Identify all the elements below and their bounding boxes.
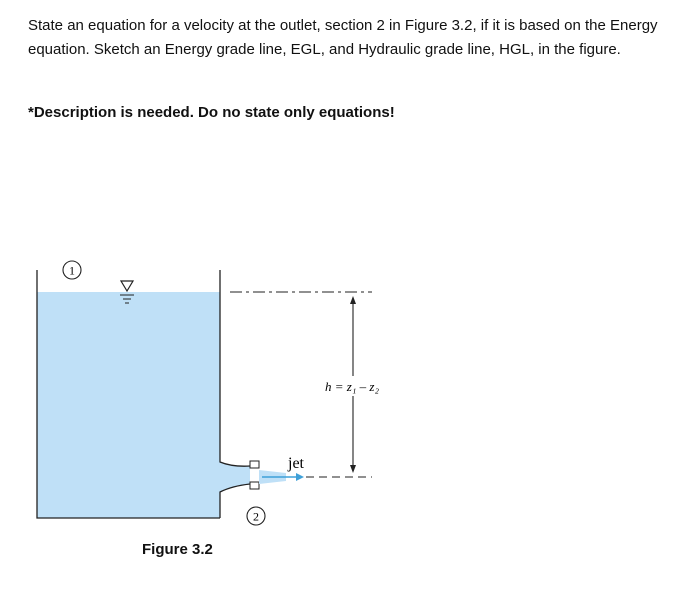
tank-water xyxy=(37,292,250,518)
jet-arrowhead xyxy=(296,473,304,481)
head-arrow-bottom xyxy=(350,465,356,473)
question-text xyxy=(28,14,696,62)
tank-wall-right xyxy=(220,270,250,466)
tank-figure xyxy=(0,240,700,597)
section-1-label: 1 xyxy=(69,263,75,278)
section-2-label: 2 xyxy=(253,509,259,524)
head-label: h = z₁ – z₂ xyxy=(325,379,379,394)
figure-caption: Figure 3.2 xyxy=(142,541,213,558)
nozzle-lip-bottom xyxy=(250,482,259,489)
jet-label: jet xyxy=(288,455,304,472)
head-arrow-top xyxy=(350,296,356,304)
question-line-1: State an equation for a velocity at the outlet, section 2 in Figure 3.2, if it is based on the Energy xyxy=(28,17,658,34)
nozzle-lip-top xyxy=(250,461,259,468)
instruction-note: *Description is needed. Do no state only equations! xyxy=(28,104,395,121)
question-line-2: equation. Sketch an Energy grade line, EGL, and Hydraulic grade line, HGL, in the figure. xyxy=(28,41,621,58)
free-surface-symbol xyxy=(121,281,133,291)
